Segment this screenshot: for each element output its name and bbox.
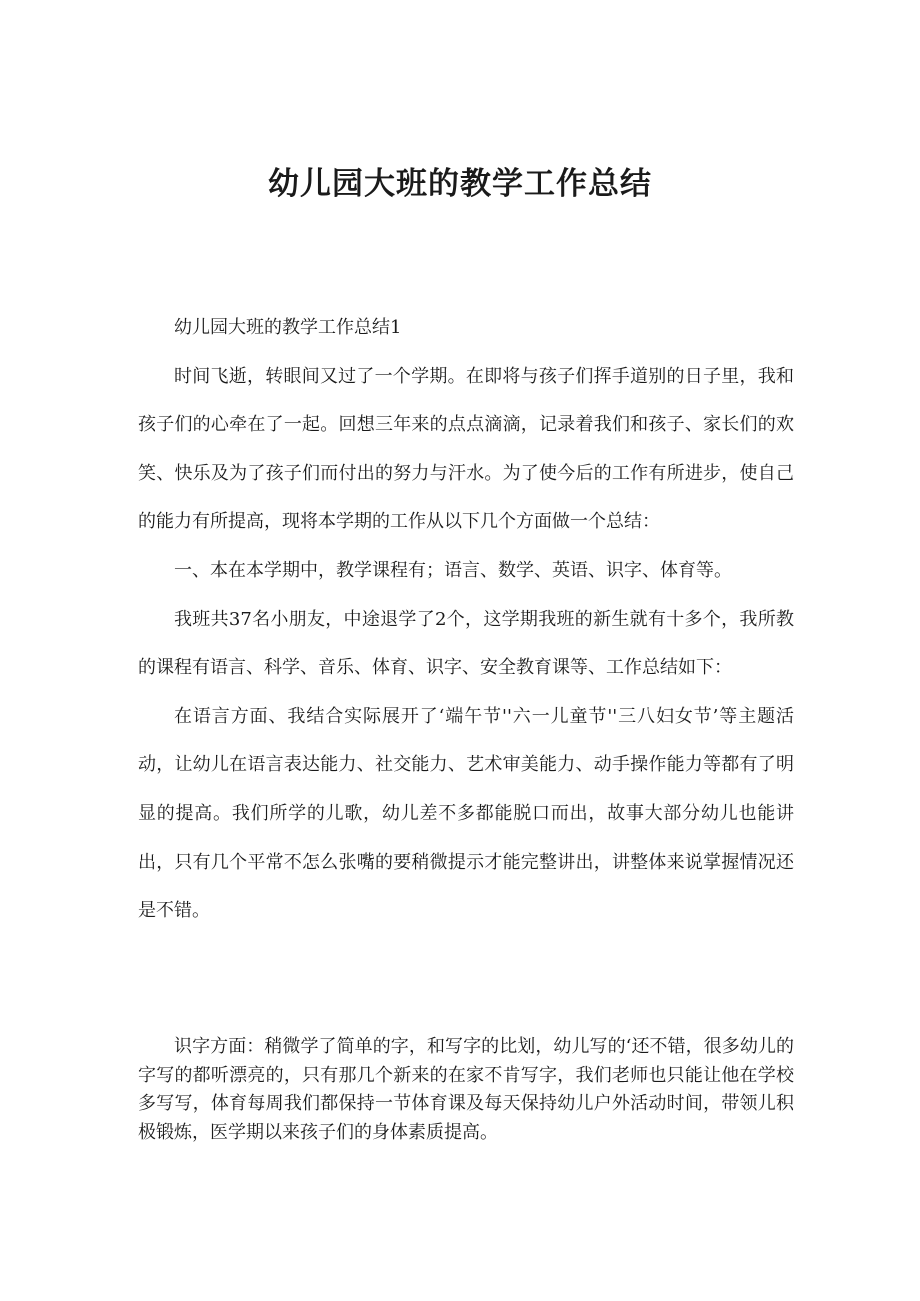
paragraph-class: 我班共37名小朋友，中途退学了2个，这学期我班的新生就有十多个，我所教的课程有语言、科学、音乐、体育、识字、安全教育课等、工作总结如下： [138,608,794,679]
paragraph-intro: 时间飞逝，转眼间又过了一个学期。在即将与孩子们挥手道别的日子里，我和孩子们的心牵在了一起。回想三年来的点点滴滴，记录着我们和孩子、家长们的欢笑、快乐及为了孩子们而付出的努力与汗水。为了使今后的工作有所进步，使自己的能力有所提高，现将本学期的工作从以下几个方面做一个总结： [138,365,794,533]
paragraph-literacy: 识字方面：稍微学了简单的字，和写字的比划，幼儿写的‘还不错，很多幼儿的字写的都听漂亮的，只有那几个新来的在家不肯写字，我们老师也只能让他在学校多写写，体育每周我们都保持一节体育课及每天保持幼儿户外活动时间，带领儿积极锻炼，医学期以来孩子们的身体素质提高。 [138,1036,794,1143]
paragraph-language: 在语言方面、我结合实际展开了‘端午节''六一儿童节''三八妇女节’等主题活动，让幼儿在语言表达能力、社交能力、艺术审美能力、动手操作能力等都有了明显的提高。我们所学的儿歌，幼儿差不多都能脱口而出，故事大部分幼儿也能讲出，只有几个平常不怎么张嘴的要稍微提示才能完整讲出，讲整体来说掌握情况还是不错。 [138,705,794,922]
paragraph-courses: 一、本在本学期中，教学课程有；语言、数学、英语、识字、体育等。 [174,559,732,581]
document-body-final [138,1033,794,1147]
document-title: 幼儿园大班的教学工作总结 [268,166,652,202]
section-heading: 幼儿园大班的教学工作总结1 [174,317,402,338]
document-body [138,304,794,936]
